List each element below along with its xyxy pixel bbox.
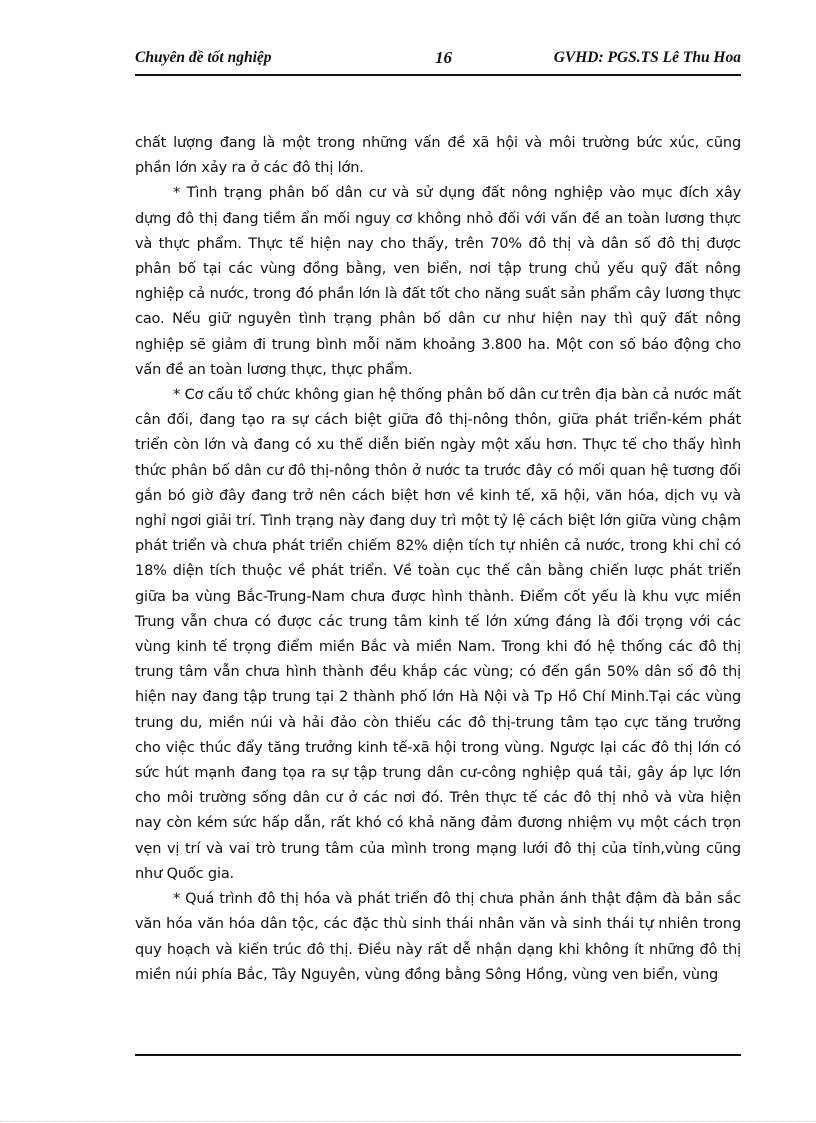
page-number: 16 [435, 48, 452, 67]
footer-rule [135, 1054, 741, 1056]
header-document-type: Chuyên đề tốt nghiệp [135, 49, 272, 66]
paragraph-4: * Quá trình đô thị hóa và phát triển đô thị chưa phản ánh thật đậm đà bản sắc văn hóa văn hóa dân tộc, các đặc thù sinh thái nhân văn và sinh thái tự nhiên trong quy hoạch và kiến trúc đô thị. Điều này rất dễ nhận dạng khi không ít những đô thị miền núi phía Bắc, Tây Nguyên, vùng đồng bằng Sông Hồng, vùng ven biển, vùng [135, 891, 741, 983]
paragraph-2: * Tình trạng phân bố dân cư và sử dụng đất nông nghiệp vào mục đích xây dựng đô thị đang tiềm ẩn mối nguy cơ không nhỏ đối với vấn đề an toàn lương thực và thực phẩm. Thực tế hiện nay cho thấy, trên 70% đô thị và dân số đô thị được phân bố tại các vùng đồng bằng, ven biển, nơi tập trung chủ yếu quỹ đất nông nghiệp cả nước, trong đó phần lớn là đất tốt cho năng suất sản phẩm cây lương thực cao. Nếu giữ nguyên tình trạng phân bố dân cư như hiện nay thì quỹ đất nông nghiệp sẽ giảm đi trung bình mỗi năm khoảng 3.800 ha. Một con số báo động cho vấn đề an toàn lương thực, thực phẩm. [135, 185, 741, 378]
header-advisor: GVHD: PGS.TS Lê Thu Hoa [553, 49, 741, 66]
page-header [135, 46, 741, 76]
paragraph-1: chất lượng đang là một trong những vấn đề xã hội và môi trường bức xúc, cũng phần lớn xảy ra ở các đô thị lớn. [135, 135, 741, 177]
paragraph-3: * Cơ cấu tổ chức không gian hệ thống phân bố dân cư trên địa bàn cả nước mất cân đối, đang tạo ra sự cách biệt giữa đô thị-nông thôn, giữa phát triển-kém phát triển còn lớn và đang có xu thế diễn biến ngày một xấu hơn. Thực tế cho thấy hình thức phân bố dân cư đô thị-nông thôn ở nước ta trước đây có mối quan hệ tương đối gắn bó giờ đây đang trở nên cách biệt hơn về kinh tế, xã hội, văn hóa, dịch vụ và nghỉ ngơi giải trí. Tình trạng này đang duy trì một tỷ lệ cách biệt lớn giữa vùng chậm phát triển và chưa phát triển chiếm 82% diện tích tự nhiên cả nước, trong khi chỉ có 18% diện tích thuộc về phát triển. Về toàn cục thế cân bằng chiến lược phát triển giữa ba vùng Bắc-Trung-Nam chưa được hình thành. Điểm cốt yếu là khu vực miền Trung vẫn chưa có được các trung tâm kinh tế lớn xứng đáng là đối trọng với các vùng kinh tế trọng điểm miền Bắc và miền Nam. Trong khi đó hệ thống các đô thị trung tâm vẫn chưa hình thành đều khắp các vùng; có đến gần 50% dân số đô thị hiện nay đang tập trung tại 2 thành phố lớn Hà Nội và Tp Hồ Chí Minh.Tại các vùng trung du, miền núi và hải đảo còn thiếu các đô thị-trung tâm tạo cực tăng trưởng cho việc thúc đẩy tăng trưởng kinh tế-xã hội trong vùng. Ngược lại các đô thị lớn có sức hút mạnh đang tọa ra sự tập trung dân cư-công nghiệp quá tải, gây áp lực lớn cho môi trường sống dân cư ở các nơi đó. Trên thực tế các đô thị nhỏ và vừa hiện nay còn kém sức hấp dẫn, rất khó có khả năng đảm đương nhiệm vụ một cách trọn vẹn vị trí và vai trò trung tâm của mình trong mạng lưới đô thị của tỉnh,vùng cũng như Quốc gia. [135, 387, 741, 882]
page-body [135, 131, 741, 988]
page-edge [0, 1121, 816, 1122]
